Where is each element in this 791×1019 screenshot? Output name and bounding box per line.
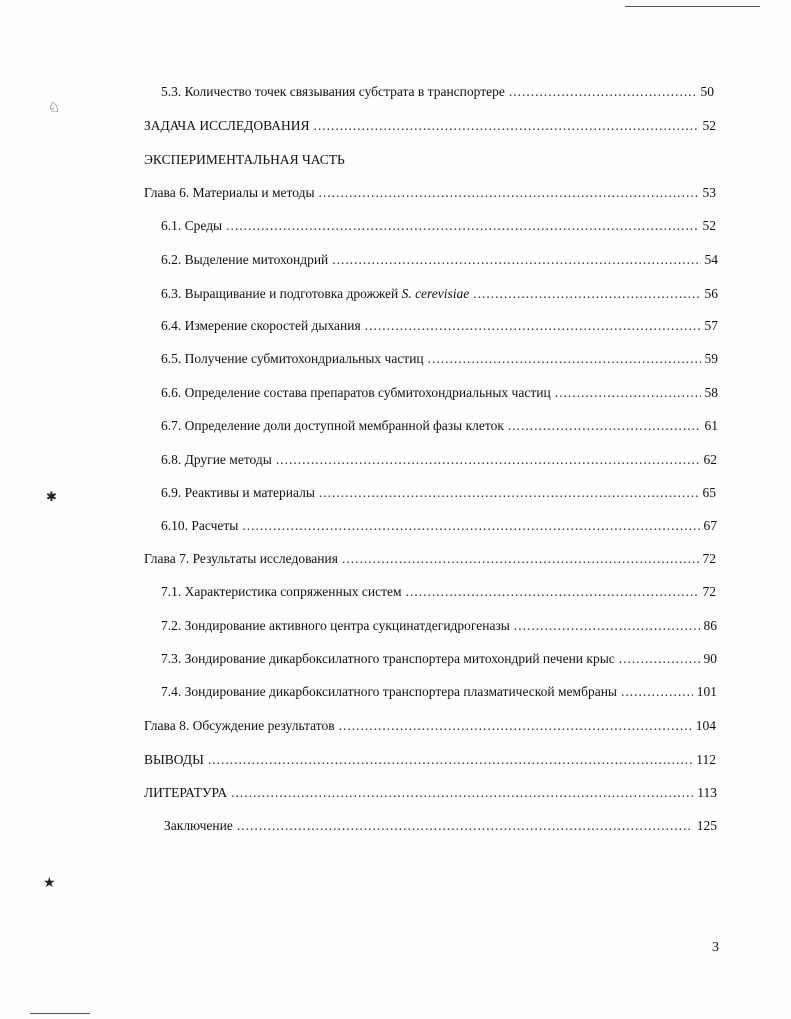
dot-leader	[619, 651, 700, 667]
toc-entry	[161, 485, 716, 501]
dot-leader	[428, 351, 701, 367]
toc-label: 7.1. Характеристика сопряженных систем	[161, 584, 402, 599]
dot-leader	[276, 452, 700, 468]
toc-page: 112	[696, 752, 716, 767]
toc-label: 6.6. Определение состава препаратов субмитохондриальных частиц	[161, 385, 551, 400]
toc-page: 65	[702, 485, 716, 500]
dot-leader	[314, 118, 699, 134]
toc-label: 6.4. Измерение скоростей дыхания	[161, 318, 361, 333]
dot-leader	[242, 518, 699, 534]
toc-label: 6.3. Выращивание и подготовка дрожжей S. cerevisiae	[161, 286, 470, 301]
dot-leader	[319, 185, 699, 201]
toc-label: 7.2. Зондирование активного центра сукцинатдегидрогеназы	[161, 618, 510, 633]
toc-label: ЗАДАЧА ИССЛЕДОВАНИЯ	[144, 118, 310, 133]
dot-leader	[342, 551, 699, 567]
toc-page: 104	[695, 718, 716, 733]
toc-page: 72	[702, 551, 716, 566]
scan-mark-icon: ★	[43, 875, 56, 891]
toc-page: 56	[704, 286, 718, 301]
toc-page: 86	[703, 618, 717, 633]
dot-leader	[508, 418, 701, 434]
toc-entry	[161, 252, 718, 268]
species-name: S. cerevisiae	[401, 286, 470, 301]
toc-page: 54	[704, 252, 718, 267]
dot-leader	[237, 818, 693, 834]
dot-leader	[339, 718, 692, 734]
dot-leader	[621, 684, 693, 700]
toc-page: 61	[704, 418, 718, 433]
toc-entry	[144, 718, 716, 734]
toc-label: 6.5. Получение субмитохондриальных частиц	[161, 351, 424, 366]
dot-leader	[319, 485, 699, 501]
toc-entry	[161, 318, 718, 334]
toc-label: 7.4. Зондирование дикарбоксилатного транспортера плазматической мембраны	[161, 684, 617, 699]
dot-leader	[406, 584, 699, 600]
toc-entry	[161, 651, 717, 667]
toc-entry	[164, 818, 717, 834]
dot-leader	[365, 318, 701, 334]
dot-leader	[226, 218, 698, 234]
toc-label: 6.2. Выделение митохондрий	[161, 252, 329, 267]
toc-page: 59	[704, 351, 718, 366]
toc-label: ВЫВОДЫ	[144, 752, 204, 767]
toc-page: 58	[704, 385, 718, 400]
toc-label: 5.3. Количество точек связывания субстрата в транспортере	[161, 84, 505, 99]
dot-leader	[231, 785, 693, 801]
dot-leader	[555, 385, 701, 401]
dot-leader	[509, 84, 697, 100]
toc-page: 53	[702, 185, 716, 200]
toc-entry	[161, 418, 718, 434]
toc-entry	[161, 84, 714, 100]
scan-mark-icon: ♘	[48, 100, 61, 116]
toc-entry	[161, 518, 717, 534]
toc-label: ЛИТЕРАТУРА	[144, 785, 228, 800]
toc-entry	[161, 584, 716, 600]
toc-label: 6.7. Определение доли доступной мембранной фазы клеток	[161, 418, 504, 433]
toc-page: 113	[697, 785, 717, 800]
toc-label: Заключение	[164, 818, 233, 833]
toc-label: 6.1. Среды	[161, 218, 223, 233]
toc-page: 52	[702, 218, 716, 233]
scan-artifact-line	[30, 1013, 90, 1014]
toc-entry	[161, 218, 716, 234]
toc-entry	[161, 684, 717, 700]
toc-entry	[144, 551, 716, 567]
toc-entry	[144, 752, 716, 768]
toc-entry	[161, 351, 718, 367]
dot-leader	[514, 618, 700, 634]
dot-leader	[473, 286, 700, 302]
toc-entry	[144, 185, 716, 201]
toc-label: ЭКСПЕРИМЕНТАЛЬНАЯ ЧАСТЬ	[144, 152, 345, 167]
toc-label: 6.8. Другие методы	[161, 452, 272, 467]
toc-heading	[144, 152, 444, 168]
toc-entry	[161, 618, 717, 634]
toc-label: Глава 8. Обсуждение результатов	[144, 718, 335, 733]
toc-entry	[144, 118, 716, 134]
toc-label: 6.10. Расчеты	[161, 518, 239, 533]
toc-page: 90	[703, 651, 717, 666]
toc-label: 6.9. Реактивы и материалы	[161, 485, 315, 500]
toc-page: 50	[700, 84, 714, 99]
dot-leader	[332, 252, 700, 268]
toc-entry	[161, 385, 718, 401]
toc-page: 67	[703, 518, 717, 533]
toc-entry	[161, 452, 717, 468]
toc-label: Глава 6. Материалы и методы	[144, 185, 315, 200]
toc-entry	[161, 286, 718, 302]
toc-page: 72	[702, 584, 716, 599]
toc-page: 57	[704, 318, 718, 333]
toc-page: 101	[696, 684, 717, 699]
toc-label: 7.3. Зондирование дикарбоксилатного транспортера митохондрий печени крыс	[161, 651, 615, 666]
toc-page: 125	[696, 818, 717, 833]
scan-artifact-line	[625, 6, 760, 7]
scan-mark-icon: ✱	[46, 490, 57, 505]
toc-label: Глава 7. Результаты исследования	[144, 551, 338, 566]
toc-page: 62	[703, 452, 717, 467]
toc-page: 52	[702, 118, 716, 133]
toc-entry	[144, 785, 717, 801]
dot-leader	[208, 752, 692, 768]
page-number: 3	[712, 940, 719, 955]
